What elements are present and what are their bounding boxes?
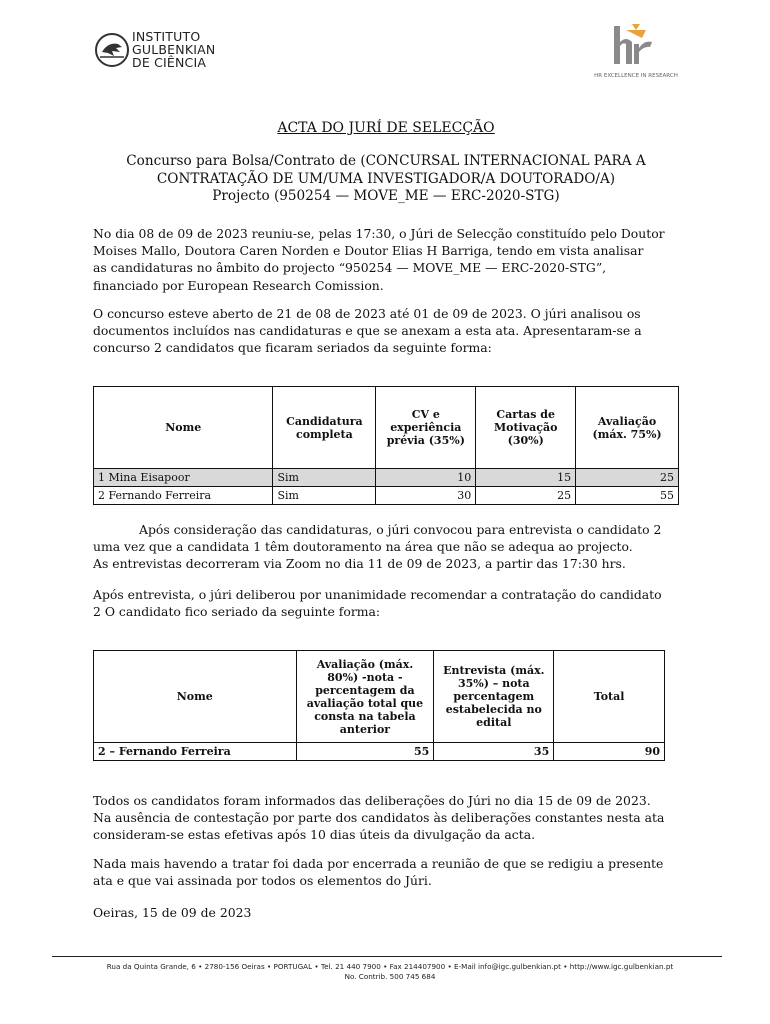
cell-cv: 10	[376, 469, 476, 487]
footer-address: Rua da Quinta Grande, 6 • 2780-156 Oeiras • PORTUGAL • Tel. 21 440 7900 • Fax 214407900 • E-Mail info@igc.gulbenkian.pt • http://www.igc.gulbenkian.pt	[106, 962, 674, 971]
paragraph-line: ata e que vai assinada por todos os elementos do Júri.	[93, 873, 432, 889]
paragraph-line: 2 O candidato fico seriado da seguinte forma:	[93, 604, 381, 620]
header-avaliacao: Avaliação (máx. 80%) -nota - percentagem da avaliação total que consta na tabela anterior	[296, 651, 434, 743]
header-nome: Nome	[94, 651, 297, 743]
hr-logo-icon	[586, 20, 686, 70]
cell-nome: 2 Fernando Ferreira	[94, 487, 273, 505]
cell-cv: 30	[376, 487, 476, 505]
institute-logo-line2: GULBENKIAN	[132, 42, 216, 57]
paragraph-line: Todos os candidatos foram informados das deliberações do Júri no dia 15 de 09 de 2023.	[93, 793, 651, 808]
cell-cartas: 25	[476, 487, 576, 505]
paragraph-line: uma vez que a candidata 1 têm doutoramento na área que não se adequa ao projecto.	[93, 539, 633, 555]
header-entrevista: Entrevista (máx. 35%) – nota percentagem estabelecida no edital	[434, 651, 554, 743]
paragraph-closing	[93, 855, 679, 889]
paragraph-line: Após consideração das candidaturas, o júri convocou para entrevista o candidato 2	[139, 522, 662, 537]
cell-avaliacao: 55	[576, 487, 679, 505]
subtitle-line3: Projecto (950254 — MOVE_ME — ERC-2020-STG)	[212, 188, 560, 204]
institute-logo-line1: INSTITUTO	[132, 29, 201, 44]
cell-avaliacao: 55	[296, 743, 434, 761]
header-avaliacao: Avaliação (máx. 75%)	[576, 387, 679, 469]
paragraph-deliberation	[93, 586, 679, 620]
paragraph-line: As entrevistas decorreram via Zoom no dia 11 de 09 de 2023, a partir das 17:30 hrs.	[93, 556, 626, 572]
cell-total: 90	[554, 743, 665, 761]
institute-logo-line3: DE CIÊNCIA	[132, 55, 207, 70]
paragraph-line: as candidaturas no âmbito do projecto “950254 — MOVE_ME — ERC-2020-STG”,	[93, 260, 607, 276]
hr-excellence-logo	[586, 20, 686, 84]
paragraph-meeting	[93, 225, 679, 294]
paragraph-line: No dia 08 de 09 de 2023 reuniu-se, pelas 17:30, o Júri de Selecção constituído pelo Doutor	[93, 226, 665, 241]
final-ranking-table	[93, 650, 665, 761]
footer-divider	[52, 956, 722, 957]
paragraph-line: financiado por European Research Comission.	[93, 277, 384, 293]
table-row	[94, 469, 679, 487]
paragraph-line: Nada mais havendo a tratar foi dada por encerrada a reunião de que se redigiu a presente	[93, 856, 664, 871]
paragraph-line: documentos incluídos nas candidaturas e que se anexam a esta ata. Apresentaram-se a	[93, 323, 642, 339]
footer	[40, 962, 740, 982]
document-title: ACTA DO JURÍ DE SELECÇÃO	[277, 120, 495, 136]
candidates-table	[93, 386, 679, 505]
paragraph-line: concurso 2 candidatos que ficaram seriados da seguinte forma:	[93, 340, 492, 356]
paragraph-line: O concurso esteve aberto de 21 de 08 de 2023 até 01 de 09 de 2023. O júri analisou os	[93, 306, 641, 321]
paragraph-interview	[93, 521, 679, 573]
cell-nome: 1 Mina Eisapoor	[94, 469, 273, 487]
place-date: Oeiras, 15 de 09 de 2023	[93, 905, 252, 920]
hr-logo-caption: HR EXCELLENCE IN RESEARCH	[594, 73, 678, 79]
paragraph-line: consideram-se estas efetivas após 10 dias úteis da divulgação da acta.	[93, 827, 536, 843]
header-cv: CV e experiência prévia (35%)	[376, 387, 476, 469]
table-row	[94, 487, 679, 505]
header-total: Total	[554, 651, 665, 743]
paragraph-notification	[93, 792, 679, 844]
cell-candidatura: Sim	[273, 469, 376, 487]
institute-emblem-icon	[94, 32, 130, 68]
cell-candidatura: Sim	[273, 487, 376, 505]
table-row	[94, 743, 665, 761]
paragraph-line: Na ausência de contestação por parte dos candidatos às deliberações constantes nesta ata	[93, 810, 665, 826]
cell-avaliacao: 25	[576, 469, 679, 487]
cell-nome: 2 – Fernando Ferreira	[94, 743, 297, 761]
footer-tax-number: No. Contrib. 500 745 684	[344, 972, 436, 981]
header-cartas: Cartas de Motivação (30%)	[476, 387, 576, 469]
subtitle-line1: Concurso para Bolsa/Contrato de (CONCURSAL INTERNACIONAL PARA A	[126, 153, 646, 169]
header-nome: Nome	[94, 387, 273, 469]
subtitle-line2: CONTRATAÇÃO DE UM/UMA INVESTIGADOR/A DOUTORADO/A)	[156, 171, 616, 187]
header-candidatura: Candidatura completa	[273, 387, 376, 469]
cell-entrevista: 35	[434, 743, 554, 761]
paragraph-contest	[93, 305, 679, 357]
institute-logo	[94, 28, 254, 76]
paragraph-line: Após entrevista, o júri deliberou por unanimidade recomendar a contratação do candidato	[93, 587, 662, 602]
paragraph-line: Moises Mallo, Doutora Caren Norden e Doutor Elias H Barriga, tendo em vista analisar	[93, 243, 644, 259]
cell-cartas: 15	[476, 469, 576, 487]
